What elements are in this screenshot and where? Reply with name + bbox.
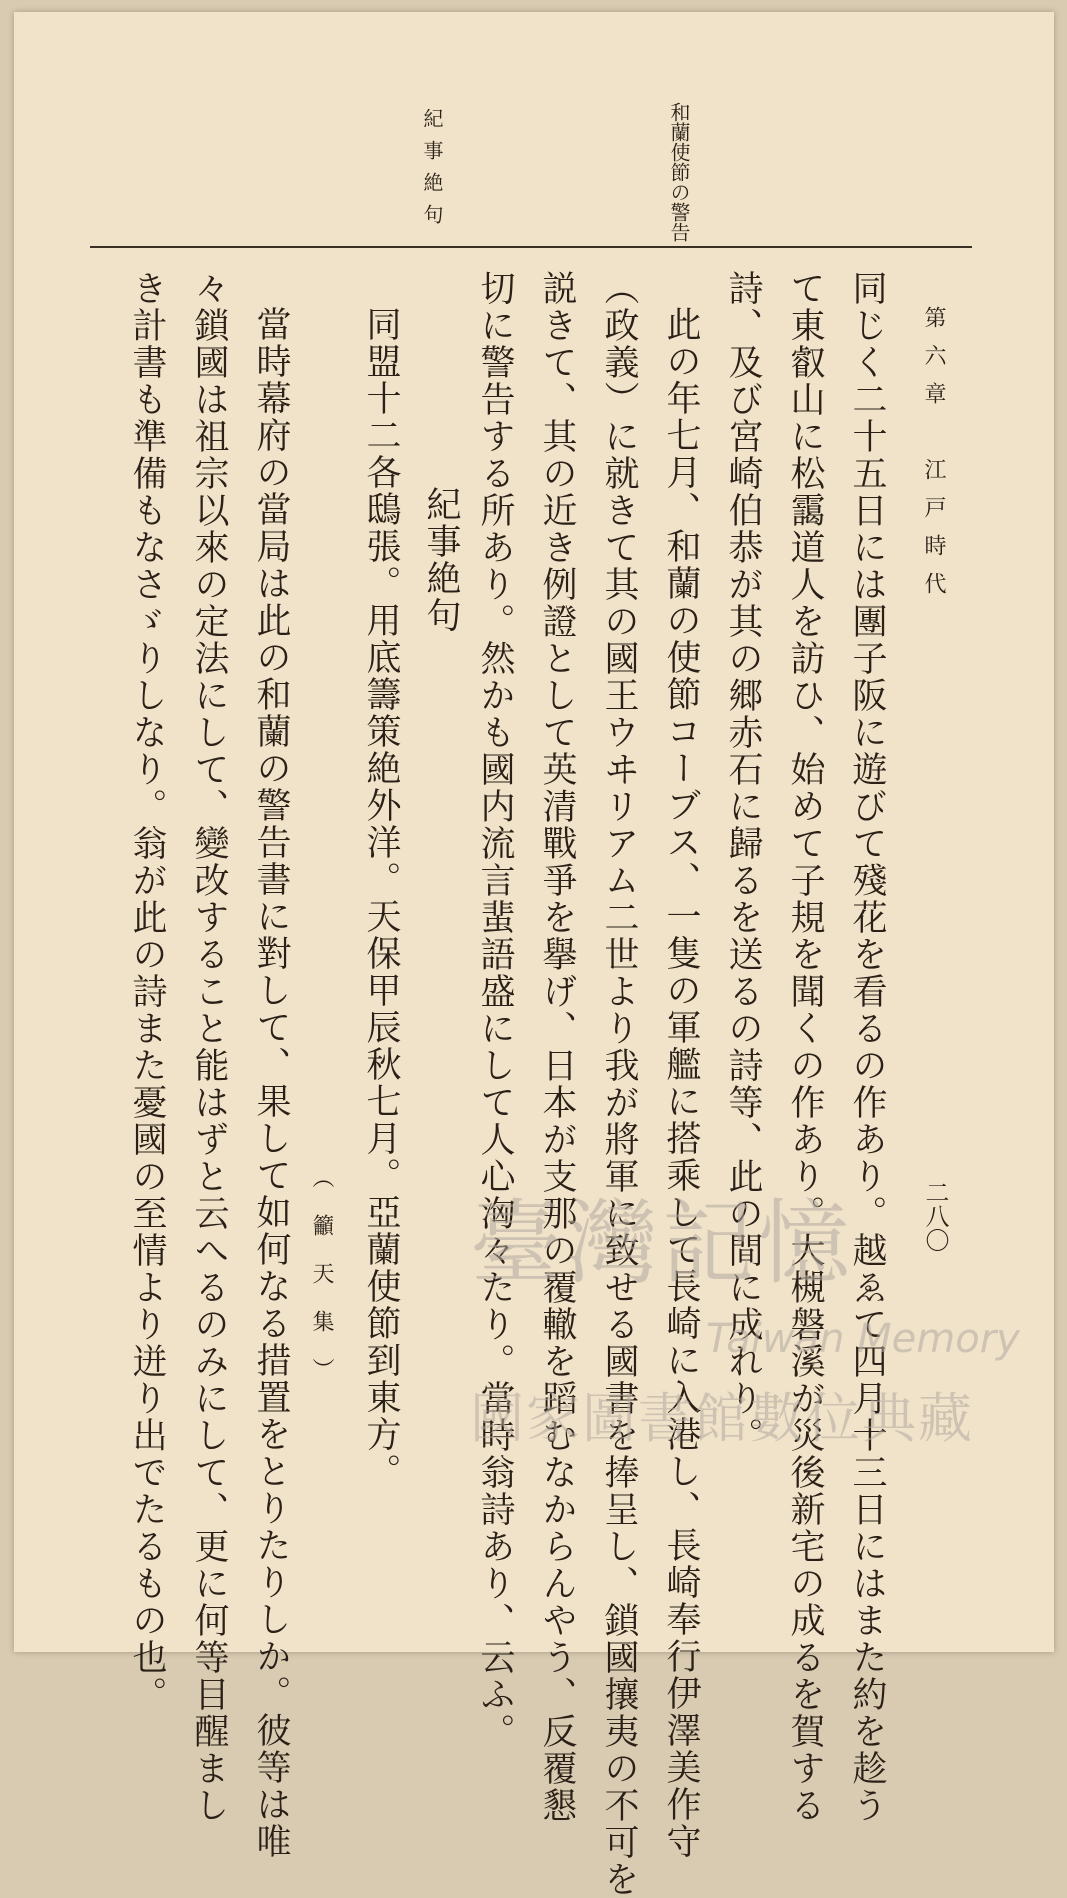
poem-title: 紀事絶句 <box>421 486 461 634</box>
text-column-7: 切に警告する所あり。然かも國内流言蜚語盛にして人心洶々たり。當時翁詩あり、云ふ。 <box>475 270 515 1750</box>
text-column-1: 同じく二十五日には團子阪に遊びて殘花を看るの作あり。越ゑて四月十三日にはまた約を趁う <box>847 270 887 1824</box>
margin-note-warning: 和蘭使節の警告 <box>667 102 691 242</box>
closing-column-1: 當時幕府の當局は此の和蘭の警告書に對して、果して如何なる措置をとりたりしか。彼等は唯 <box>251 306 291 1860</box>
watermark-subtitle: Taiwan Memory <box>706 1316 1020 1362</box>
chapter-header: 第六章 江戸時代 <box>921 306 946 610</box>
text-column-3: 詩、及び宮崎伯恭が其の郷赤石に歸るを送るの詩等、此の間に成れり。 <box>723 270 763 1454</box>
poem-source: （籲天集） <box>309 1166 334 1406</box>
margin-note-poem: 紀事絶句 <box>420 108 444 236</box>
text-column-4: 此の年七月、和蘭の使節コーブス、一隻の軍艦に搭乘して長崎に入港し、長崎奉行伊澤美作守 <box>661 306 701 1860</box>
poem-text: 同盟十二各鴟張。用底籌策絶外洋。天保甲辰秋七月。亞蘭使節到東方。 <box>361 306 401 1490</box>
header-divider <box>90 246 972 248</box>
text-column-6: 説きて、其の近き例證として英清戰爭を擧げ、日本が支那の覆轍を蹈むなからんやう、反覆懇 <box>537 270 577 1824</box>
watermark-institution: 國家圖書館數位典藏 <box>470 1387 974 1450</box>
page-number: 二八〇 <box>921 1180 949 1252</box>
closing-column-3: き計書も準備もなさゞりしなり。翁が此の詩また憂國の至情より迸り出でたるもの也。 <box>127 270 167 1713</box>
closing-column-2: 々鎖國は祖宗以來の定法にして、變改すること能はずと云へるのみにして、更に何等目醒まし <box>189 270 229 1824</box>
watermark-logo: 臺灣記憶 <box>470 1190 855 1297</box>
text-column-5: （政義）に就きて其の國王ウヰリアム二世より我が將軍に致せる國書を捧呈し、鎖國攘夷の不可を <box>599 270 639 1898</box>
text-column-2: て東叡山に松靄道人を訪ひ、始めて子規を聞くの作あり。大槻磐溪が災後新宅の成るを賀する <box>785 270 825 1824</box>
